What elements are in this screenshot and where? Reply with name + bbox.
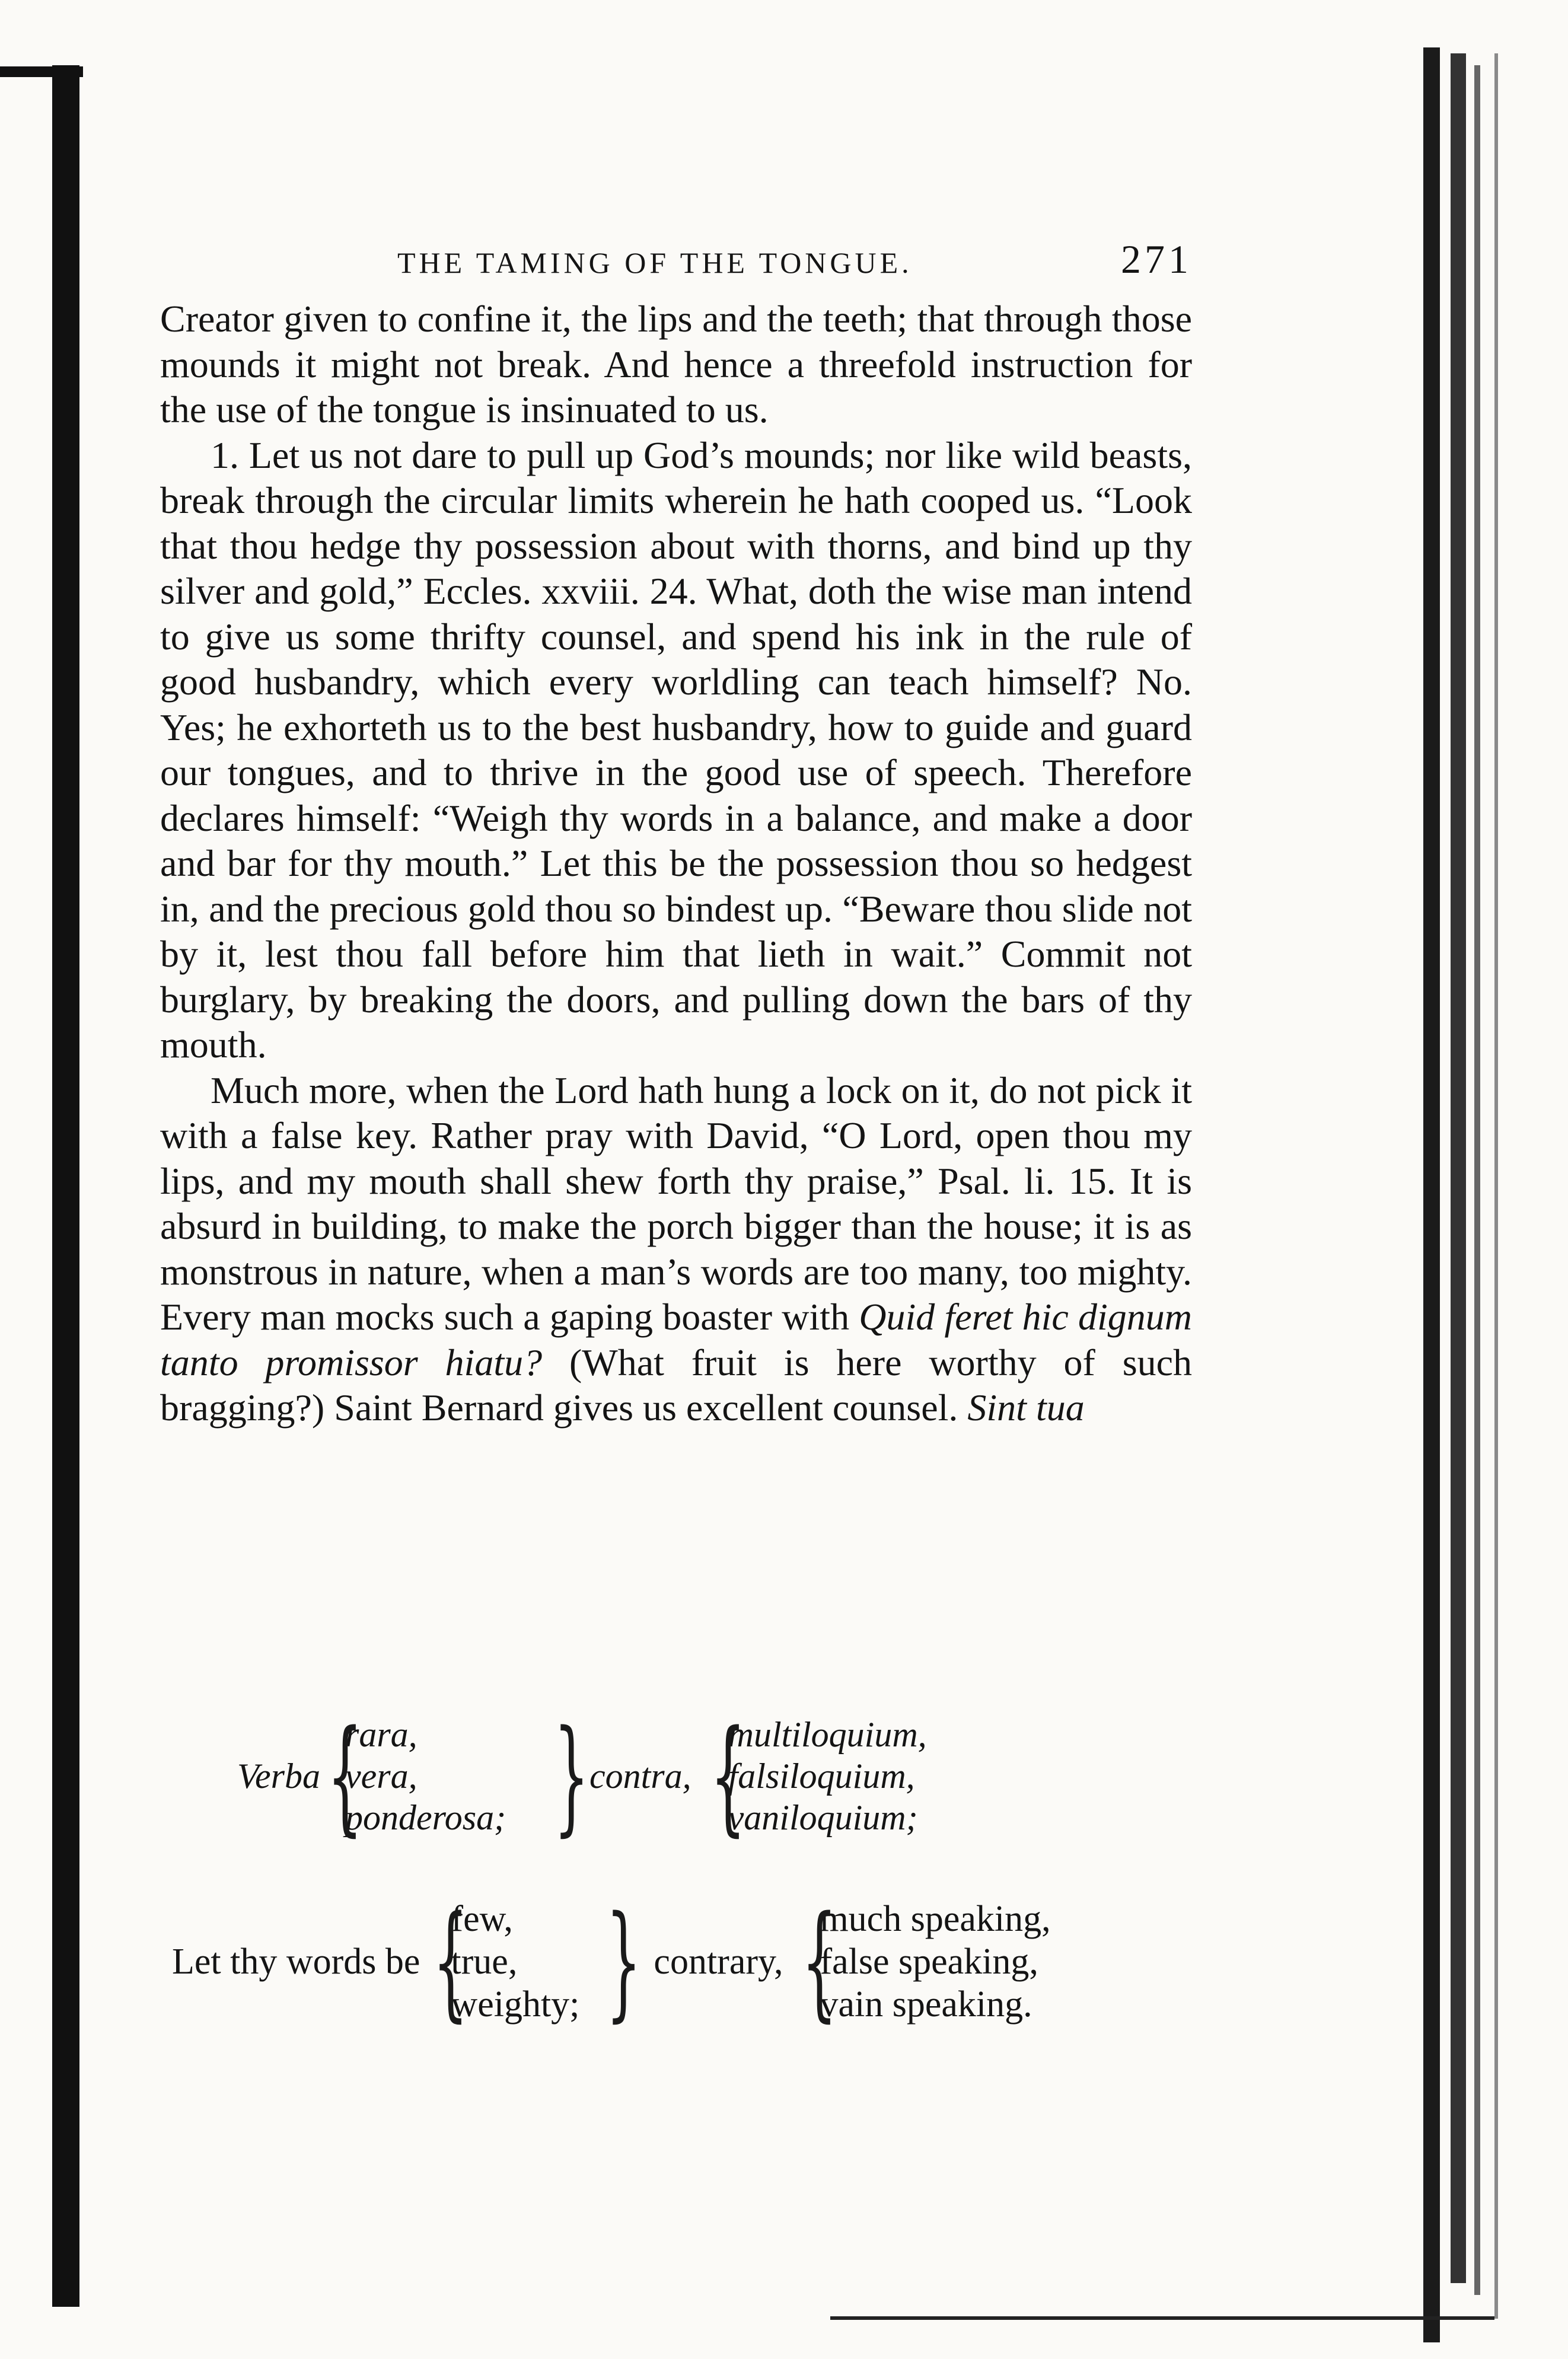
brace-lead: Verba: [237, 1757, 320, 1796]
brace-list: [451, 1898, 599, 2026]
right-brace: }: [605, 1889, 642, 2034]
page-edge-shadow: [1494, 53, 1498, 2319]
body-text: [160, 297, 1192, 1431]
brace-list: [820, 1898, 1050, 2026]
page-header: [160, 236, 1192, 289]
left-brace: {: [802, 1889, 838, 2034]
list-item: falsiloquium,: [728, 1757, 915, 1796]
brace-middle: contra,: [589, 1757, 691, 1796]
latin-brace-table: [237, 1703, 1186, 1848]
left-brace: {: [710, 1703, 746, 1848]
page-edge-shadow: [1451, 53, 1466, 2283]
right-brace: }: [553, 1703, 589, 1848]
list-item: weighty;: [451, 1984, 580, 2025]
list-item: multiloquium,: [728, 1715, 927, 1754]
list-item: vaniloquium;: [728, 1798, 918, 1837]
page-number: 271: [1121, 237, 1192, 282]
list-item: true,: [451, 1942, 518, 1982]
binding-edge: [52, 65, 79, 2307]
list-item: rara,: [345, 1715, 418, 1754]
bottom-edge-shadow: [830, 2316, 1494, 2320]
page-edge-shadow: [1423, 47, 1440, 2342]
list-item: vain speaking.: [820, 1984, 1032, 2025]
list-item: vera,: [345, 1757, 418, 1796]
brace-middle: contrary,: [654, 1942, 783, 1982]
paragraph: [160, 1068, 1192, 1431]
english-brace-table: [172, 1889, 1192, 2034]
brace-list: [728, 1714, 927, 1838]
running-head: THE TAMING OF THE TONGUE.: [397, 246, 913, 279]
list-item: ponderosa;: [345, 1798, 506, 1837]
brace-list: [345, 1714, 547, 1838]
paragraph: 1. Let us not dare to pull up God’s mounds; nor like wild beasts, break through the circular limits wherein he hath cooped us. “Look that thou hedge thy possession about with thorns, and bind up thy silver and gold,” Eccles. xxviii. 24. What, doth the wise man intend to give us some thrifty counsel, and spend his ink in the rule of good husbandry, which every worldling can teach himself? No. Yes; he exhorteth us to the best husbandry, how to guide and guard our tongues, and to thrive in the good use of speech. Therefore declares himself: “Weigh thy words in a balance, and make a door and bar for thy mouth.” Let this be the possession thou so hedgest in, and the precious gold thou so bindest up. “Beware thou slide not by it, lest thou fall before him that lieth in wait.” Commit not burglary, by breaking the doors, and pulling down the bars of thy mouth.: [160, 433, 1192, 1066]
list-item: few,: [451, 1899, 513, 1939]
left-brace: {: [327, 1703, 363, 1848]
left-brace: {: [432, 1889, 469, 2034]
latin-quote: Quid feret hic dignum tanto promissor hiatu?: [160, 1296, 1193, 1383]
list-item: false speaking,: [820, 1942, 1038, 1982]
paragraph-text: (What fruit is here worthy of such bragging?) Saint Bernard gives us excellent counsel.: [160, 1341, 1193, 1429]
latin-phrase: Sint tua: [967, 1386, 1085, 1429]
brace-lead: Let thy words be: [172, 1942, 420, 1982]
paragraph-text: Much more, when the Lord hath hung a lock on it, do not pick it with a false key. Rather pray with David, “O Lord, open thou my lips, and my mouth shall shew forth thy praise,” Psal. li. 15. It is absurd in building, to make the porch bigger than the house; it is as monstrous in nature, when a man’s words are too many, too mighty. Every man mocks such a gaping boaster with: [160, 1069, 1192, 1338]
list-item: much speaking,: [820, 1899, 1051, 1939]
paragraph: Creator given to confine it, the lips and the teeth; that through those mounds it might not break. And hence a threefold instruction for the use of the tongue is insinuated to us.: [160, 298, 1192, 431]
page-edge-shadow: [1474, 65, 1480, 2295]
